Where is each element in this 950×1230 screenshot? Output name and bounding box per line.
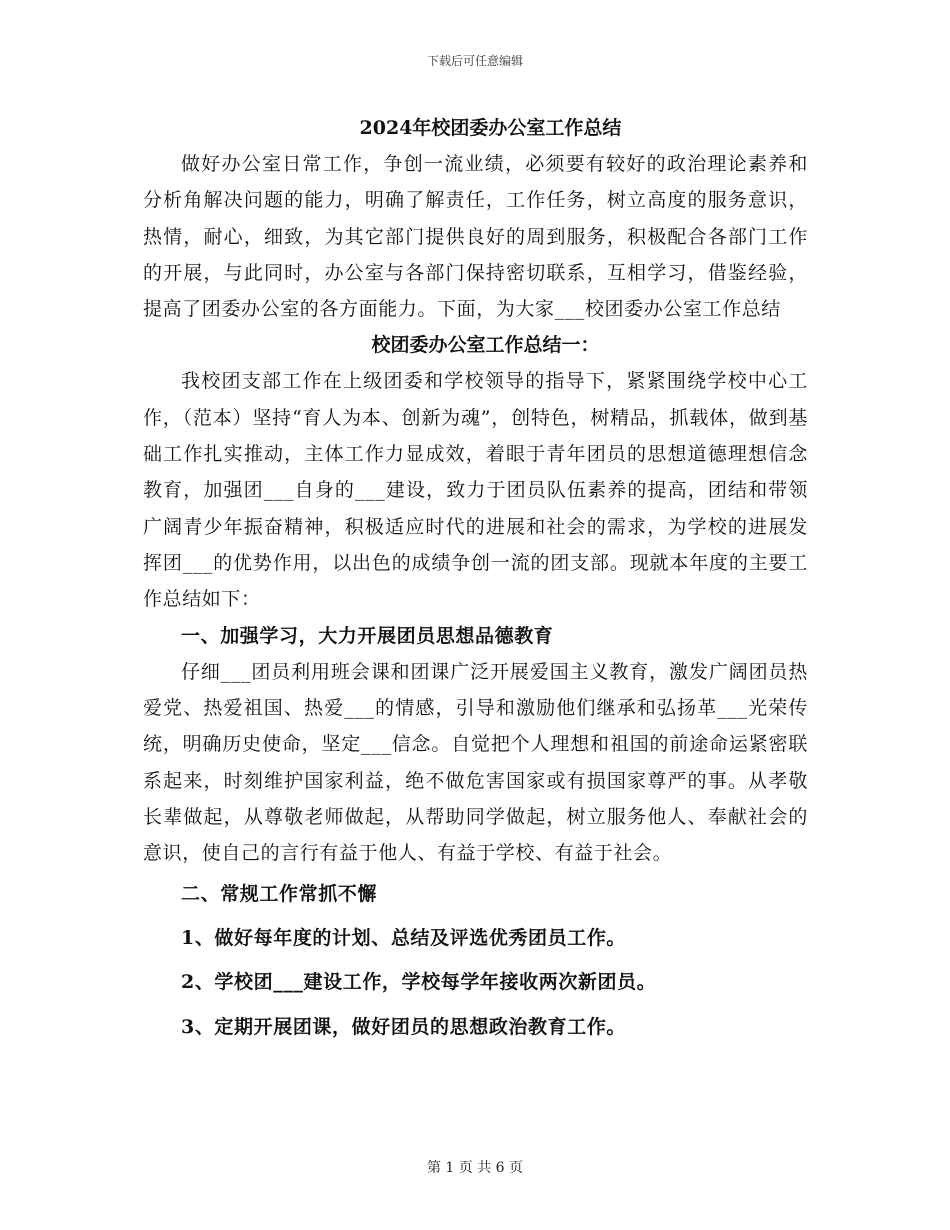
heading-1: 一、加强学习，大力开展团员思想品德教育 [181, 624, 554, 647]
paragraph-2: 仔细___团员利用班会课和团课广泛开展爱国主义教育，激发广阔团员热爱党、热爱祖国、热爱___的情感，引导和激励他们继承和弘扬革___光荣传统，明确历史使命，坚定___信念。自觉把个人理想和祖国的前途命运紧密联系起来，时刻维护国家利益，绝不做危害国家或有损国家尊严的事。从孝敬长辈做起，从尊敬老师做起，从帮助同学做起，树立服务他人、奉献社会的意识，使自己的言行有益于他人、有益于学校、有益于社会。 [143, 660, 808, 865]
page-number: 第 1 页 共 6 页 [426, 1160, 524, 1176]
list-item-3: 3、定期开展团课，做好团员的思想政治教育工作。 [181, 1015, 627, 1038]
list-item-1: 1、做好每年度的计划、总结及评选优秀团员工作。 [181, 926, 627, 949]
paragraph-1: 我校团支部工作在上级团委和学校领导的指导下，紧紧围绕学校中心工作，（范本）坚持“育人为本、创新为魂”，创特色，树精品，抓载体，做到基础工作扎实推动，主体工作力显成效，着眼于青年团员的思想道德理想信念教育，加强团___自身的___建设，致力于团员队伍素养的提高，团结和带领广阔青少年振奋精神，积极适应时代的进展和社会的需求，为学校的进展发挥团___的优势作用，以出色的成绩争创一流的团支部。现就本年度的主要工作总结如下： [143, 370, 808, 611]
heading-2: 二、常规工作常抓不懈 [181, 882, 378, 905]
header-note: 下载后可任意编辑 [426, 54, 523, 68]
intro-paragraph: 做好办公室日常工作，争创一流业绩，必须要有较好的政治理论素养和分析角解决问题的能力，明确了解责任，工作任务，树立高度的服务意识，热情，耐心，细致，为其它部门提供良好的周到服务，积极配合各部门工作的开展，与此同时，办公室与各部门保持密切联系，互相学习，借鉴经验，提高了团委办公室的各方面能力。下面，为大家___校团委办公室工作总结 [143, 153, 808, 321]
list-item-2: 2、学校团___建设工作，学校每学年接收两次新团员。 [181, 971, 657, 994]
section-title: 校团委办公室工作总结一： [371, 334, 600, 357]
document-title: 2024年校团委办公室工作总结 [359, 117, 622, 139]
document-body [143, 110, 808, 1045]
